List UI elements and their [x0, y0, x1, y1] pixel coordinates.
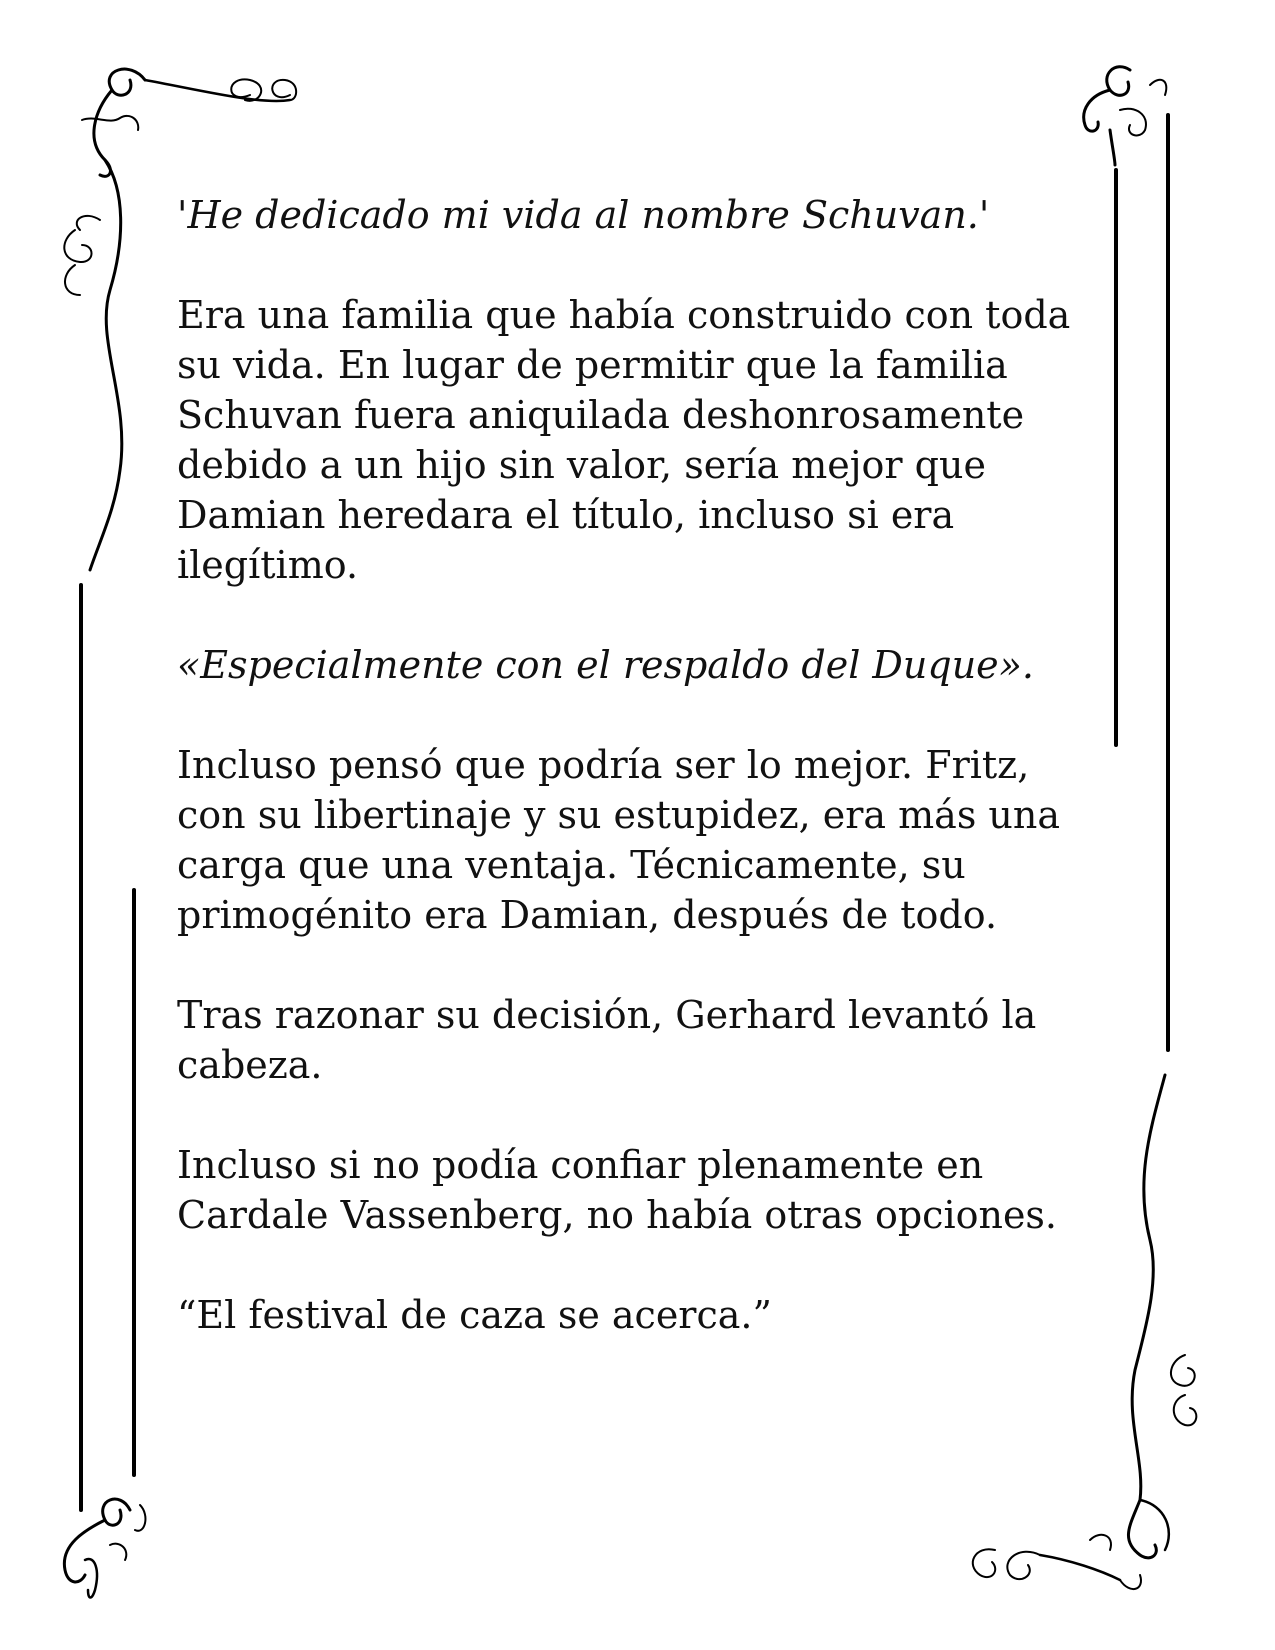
paragraph	[177, 290, 1077, 590]
text-line: Era una familia que había construido con toda	[177, 293, 1071, 337]
text-line: Incluso si no podía confiar plenamente en	[177, 1143, 984, 1187]
text-line: su vida. En lugar de permitir que la familia	[177, 343, 1008, 387]
text-line: con su libertinaje y su estupidez, era más una	[177, 793, 1061, 837]
text-line: Damian heredara el título, incluso si era	[177, 493, 955, 537]
paragraph	[177, 1290, 1077, 1340]
paragraph	[177, 640, 1077, 690]
flourish-top-right	[1084, 67, 1167, 165]
text-line: Tras razonar su decisión, Gerhard levantó la	[177, 993, 1037, 1037]
text-line: “El festival de caza se acerca.”	[177, 1293, 772, 1337]
paragraph	[177, 190, 1077, 240]
text-line: debido a un hijo sin valor, sería mejor que	[177, 443, 986, 487]
text-line: Incluso pensó que podría ser lo mejor. Fritz,	[177, 743, 1030, 787]
text-line: ilegítimo.	[177, 543, 359, 587]
paragraph	[177, 1140, 1077, 1240]
text-line: Cardale Vassenberg, no había otras opciones.	[177, 1193, 1058, 1237]
text-line: primogénito era Damian, después de todo.	[177, 893, 998, 937]
text-line: carga que una ventaja. Técnicamente, su	[177, 843, 966, 887]
text-line: 'He dedicado mi vida al nombre Schuvan.'	[177, 193, 990, 237]
paragraph	[177, 740, 1077, 940]
flourish-bottom-left	[64, 1499, 145, 1597]
paragraph	[177, 990, 1077, 1090]
document-body	[177, 190, 1077, 1390]
text-line: «Especialmente con el respaldo del Duque».	[177, 643, 1034, 687]
text-line: cabeza.	[177, 1043, 323, 1087]
text-line: Schuvan fuera aniquilada deshonrosamente	[177, 393, 1025, 437]
